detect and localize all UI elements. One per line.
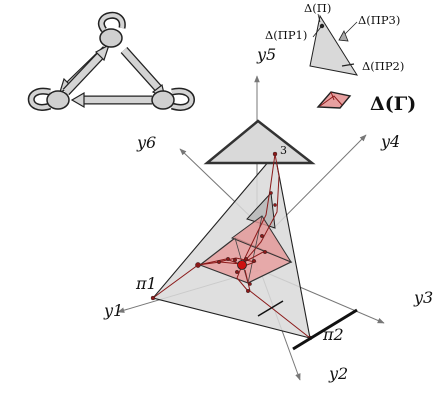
legend-label-delta-pi: Δ(Π) — [304, 1, 332, 15]
state-node-left — [47, 91, 69, 109]
label-vertex-3: 3 — [280, 144, 287, 157]
legend — [310, 14, 357, 108]
label-y2: y2 — [329, 364, 349, 383]
legend-label-delta-pi-p3: Δ(ΠP3) — [358, 13, 401, 27]
legend-label-delta-pi-p1: Δ(ΠP1) — [265, 28, 308, 42]
label-y1: y1 — [104, 301, 124, 320]
label-y3: y3 — [414, 288, 434, 307]
state-node-right — [152, 91, 174, 109]
legend-label-delta-pi-p2: Δ(ΠP2) — [362, 59, 405, 73]
legend-simplex — [310, 16, 357, 75]
state-graph — [31, 15, 191, 109]
label-pi2: π2 — [323, 325, 344, 344]
label-y6: y6 — [137, 133, 157, 152]
label-y4: y4 — [381, 132, 401, 151]
label-y5: y5 — [257, 45, 277, 64]
top-face-triangle — [207, 121, 312, 163]
legend-gamma-icon — [318, 92, 350, 108]
state-node-top — [100, 29, 122, 47]
label-pi1: π1 — [136, 274, 157, 293]
legend-label-delta-gamma: Δ(Γ) — [370, 93, 417, 115]
